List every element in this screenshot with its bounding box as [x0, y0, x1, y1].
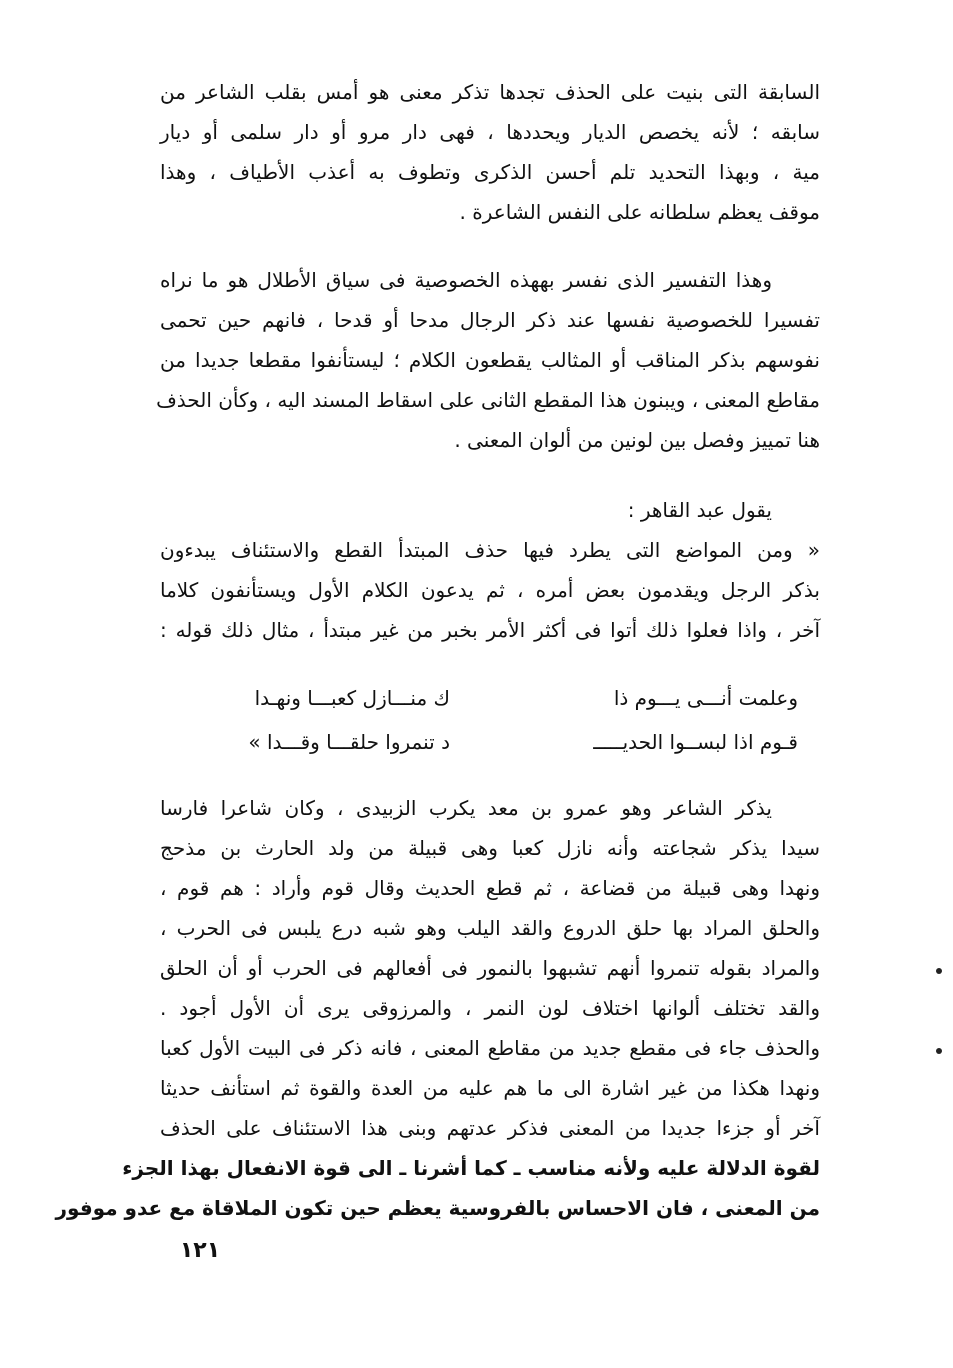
margin-mark — [936, 1048, 942, 1054]
paragraph-line: مية ، وبهذا التحديد تلم أحسن الذكرى وتطوف به أعذب الأطياف ، وهذا — [160, 160, 820, 184]
verse-hemistich-first: قـوم اذا لبســوا الحديـــــ — [593, 730, 798, 754]
paragraph-line: يذكر الشاعر وهو عمرو بن معد يكرب الزبيدى ، وكان شاعرا فارسا — [160, 796, 772, 820]
quote-intro: يقول عبد القاهر : — [627, 498, 772, 522]
paragraph-line: والحذف جاء فى مقطع جديد من مقاطع المعنى ، فانه ذكر فى البيت الأول كعبا — [160, 1036, 820, 1060]
quote-line: « ومن المواضع التى يطرد فيها حذف المبتدأ القطع والاستئناف يبدءون — [160, 538, 820, 562]
paragraph-line: مقاطع المعنى ، ويبنون هذا المقطع الثانى على اسقاط المسند اليه ، وكأن الحذف — [156, 388, 820, 412]
page-number: ١٢١ — [179, 1238, 221, 1263]
paragraph-line: والمراد بقوله تنمروا أنهم تشبهوا بالنمور فى أفعالهم فى الحرب أو أن الحلق — [160, 956, 820, 980]
paragraph-line: والقد تختلف ألوانها اختلاف لون النمر ، والمرزوقى يرى أن الأول أجود . — [160, 996, 820, 1020]
paragraph-line: سيدا يذكر شجاعته وأنه نازل كعبا وهى قبيلة من ولد الحارث بن مذحج — [160, 836, 820, 860]
verse-hemistich-second: د تنمروا حلقـــا وقـــدا » — [248, 730, 450, 754]
paragraph-line: سابقه ؛ لأنه يخصص الديار ويحددها ، فهى دار مرو أو دار سلمى أو ديار — [160, 120, 820, 144]
paragraph-line: والحلق المراد بها حلق الدروع والقد اليلب وهو شبه درع يلبس فى الحرب ، — [160, 916, 820, 940]
paragraph-line: تفسيرا للخصوصية نفسها عند ذكر الرجال مدحا أو قدحا ، فانهم حين تحمى — [160, 308, 820, 332]
paragraph-line: ونهدا وهى قبيلة من قضاعة ، ثم قطع الحديث وقال قوم وأراد : هم قوم ، — [160, 876, 820, 900]
quote-line: بذكر الرجل ويقدمون بعض أمره ، ثم يدعون الكلام الأول ويستأنفون كلاما — [160, 578, 820, 602]
paragraph-line: موقف يعظم سلطانه على النفس الشاعرة . — [459, 200, 820, 224]
verse-hemistich-first: وعلمت أنـــى يـــوم ذا — [613, 686, 798, 710]
paragraph-line: السابقة التى بنيت على الحذف تجدها تذكر معنى هو أمس بقلب الشاعر من — [160, 80, 820, 104]
quote-line: آخر ، واذا فعلوا ذلك أتوا فى أكثر الأمر بخبر من غير مبتدأ ، مثال ذلك قوله : — [160, 618, 820, 642]
paragraph-line: ونهدا هكذا من غير اشارة الى ما هم عليه من العدة والقوة ثم استأنف حديثا — [160, 1076, 820, 1100]
paragraph-line-bold: من المعنى ، فان الاحساس بالفروسية يعظم حين تكون الملاقاة مع عدو موفور — [55, 1196, 820, 1220]
paragraph-line: هنا تمييز وفصل بين لونين من ألوان المعنى . — [454, 428, 820, 452]
paragraph-line: آخر أو جزءا جديدا من المعنى فذكر عدتهم وبنى هذا الاستئناف على الحذف — [160, 1116, 820, 1140]
paragraph-line-bold: لقوة الدلالة عليه ولأنه مناسب ـ كما أشرنا ـ الى قوة الانفعال بهذا الجزء — [122, 1156, 820, 1180]
paragraph-line: وهذا التفسير الذى نفسر بههذه الخصوصية فى سياق الأطلال هو ما نراه — [160, 268, 772, 292]
paragraph-line: نفوسهم بذكر المناقب أو المثالب يقطعون الكلام ؛ ليستأنفوا مقطعا جديدا من — [160, 348, 820, 372]
margin-mark — [936, 968, 942, 974]
verse-hemistich-second: ك منـــازل كعبـــا ونهـدا — [254, 686, 450, 710]
